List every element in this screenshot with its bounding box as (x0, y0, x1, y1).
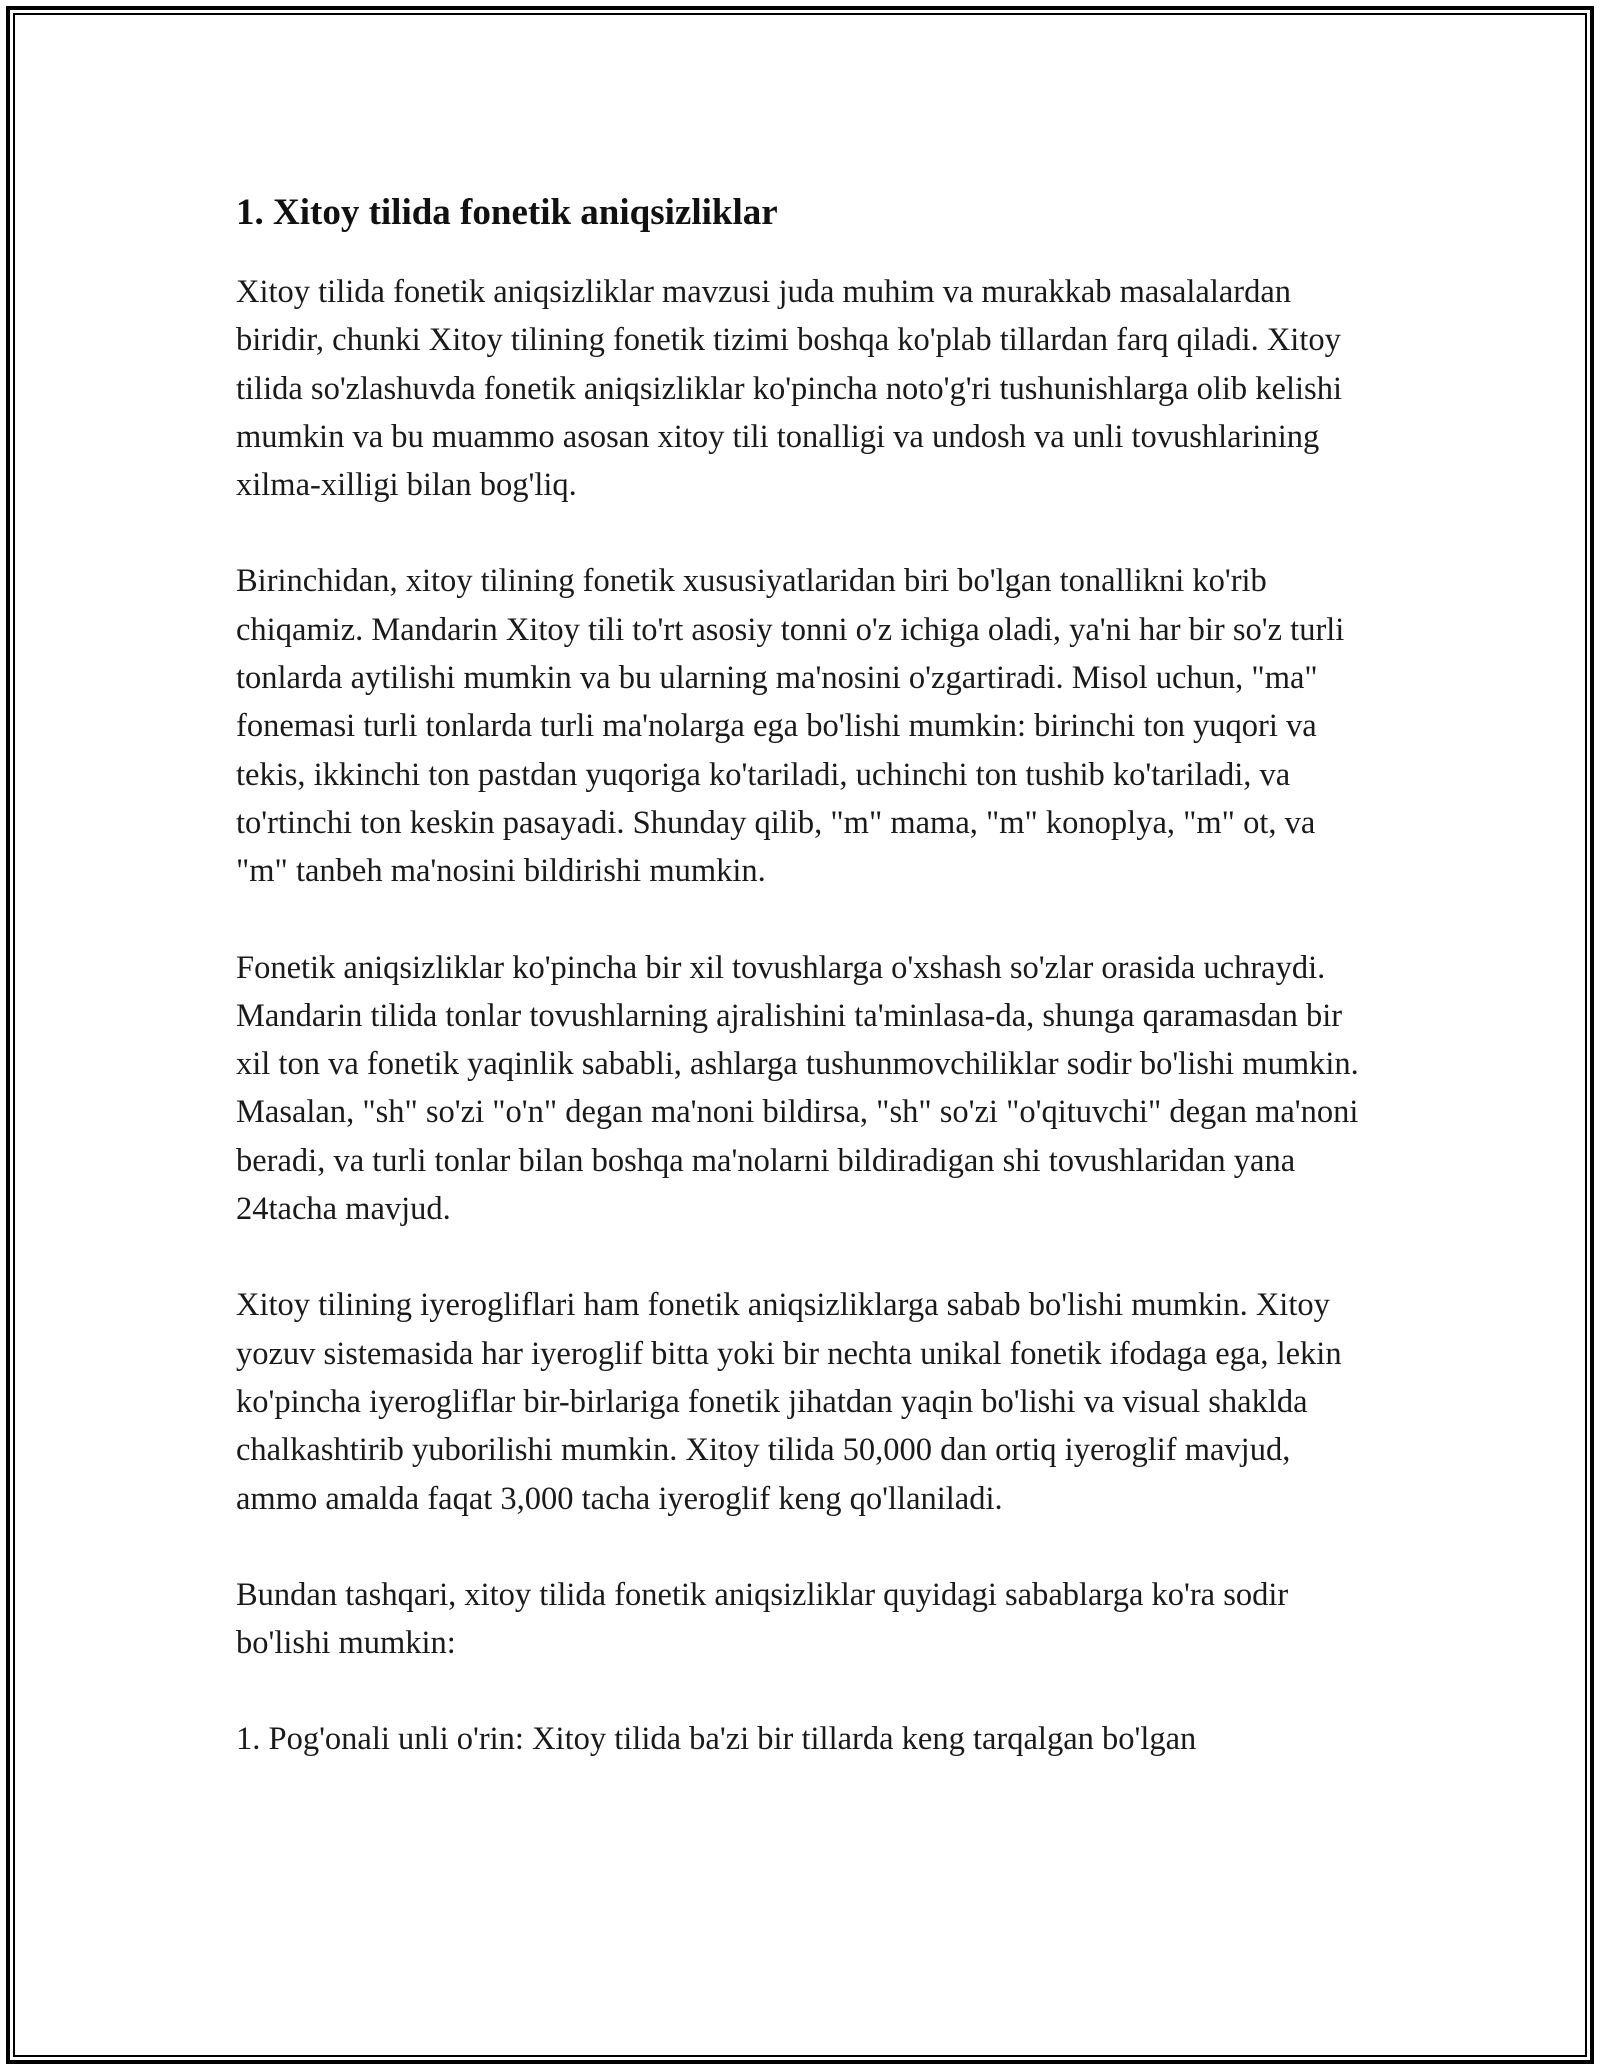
paragraph-homophones: Fonetik aniqsizliklar ko'pincha bir xil tovushlarga o'xshash so'zlar orasida uchraydi. Mandarin tilida tonlar tovushlarning ajralishini ta'minlasa-da, shunga qaramasdan bir xil ton va fonetik yaqinlik sababli, ashlarga tushunmovchiliklar sodir bo'lishi mumkin. Masalan, "sh" so'zi "o'n" degan ma'noni bildirsa, "sh" so'zi "o'qituvchi" degan ma'noni beradi, va turli tonlar bilan boshqa ma'nolarni bildiradigan shi tovushlaridan yana 24tacha mavjud. (236, 949, 1359, 1228)
section-heading: 1. Xitoy tilida fonetik aniqsizliklar (236, 192, 778, 233)
list-item-1: 1. Pog'onali unli o'rin: Xitoy tilida ba'zi bir tillarda keng tarqalgan bo'lgan (236, 1721, 1197, 1758)
paragraph-characters: Xitoy tilining iyerogliflari ham fonetik aniqsizliklarga sabab bo'lishi mumkin. Xitoy yozuv sistemasida har iyeroglif bitta yoki bir nechta unikal fonetik ifodaga ega, lekin ko'pincha iyerogliflar bir-birlariga fonetik jihatdan yaqin bo'lishi va visual shaklda chalkashtirib yuborilishi mumkin. Xitoy tilida 50,000 dan ortiq iyeroglif mavjud, ammo amalda faqat 3,000 tacha iyeroglif keng qo'llaniladi. (236, 1287, 1342, 1517)
document-body (236, 186, 1371, 1764)
paragraph-intro: Xitoy tilida fonetik aniqsizliklar mavzusi juda muhim va murakkab masalalardan biridir, chunki Xitoy tilining fonetik tizimi boshqa ko'plab tillardan farq qiladi. Xitoy tilida so'zlashuvda fonetik aniqsizliklar ko'pincha noto'g'ri tushunishlarga olib kelishi mumkin va bu muammo asosan xitoy tili tonalligi va undosh va unli tovushlarining xilma-xilligi bilan bog'liq. (236, 274, 1342, 504)
paragraph-reasons-intro: Bundan tashqari, xitoy tilida fonetik aniqsizliklar quyidagi sabablarga ko'ra sodir bo'lishi mumkin: (236, 1576, 1289, 1662)
paragraph-tones: Birinchidan, xitoy tilining fonetik xususiyatlaridan biri bo'lgan tonallikni ko'rib chiqamiz. Mandarin Xitoy tili to'rt asosiy tonni o'z ichiga oladi, ya'ni har bir so'z turli tonlarda aytilishi mumkin va bu ularning ma'nosini o'zgartiradi. Misol uchun, "ma" fonemasi turli tonlarda turli ma'nolarga ega bo'lishi mumkin: birinchi ton yuqori va tekis, ikkinchi ton pastdan yuqoriga ko'tariladi, uchinchi ton tushib ko'tariladi, va to'rtinchi ton keskin pasayadi. Shunday qilib, "m" mama, "m" konoplya, "m" ot, va "m" tanbeh ma'nosini bildirishi mumkin. (236, 563, 1345, 890)
